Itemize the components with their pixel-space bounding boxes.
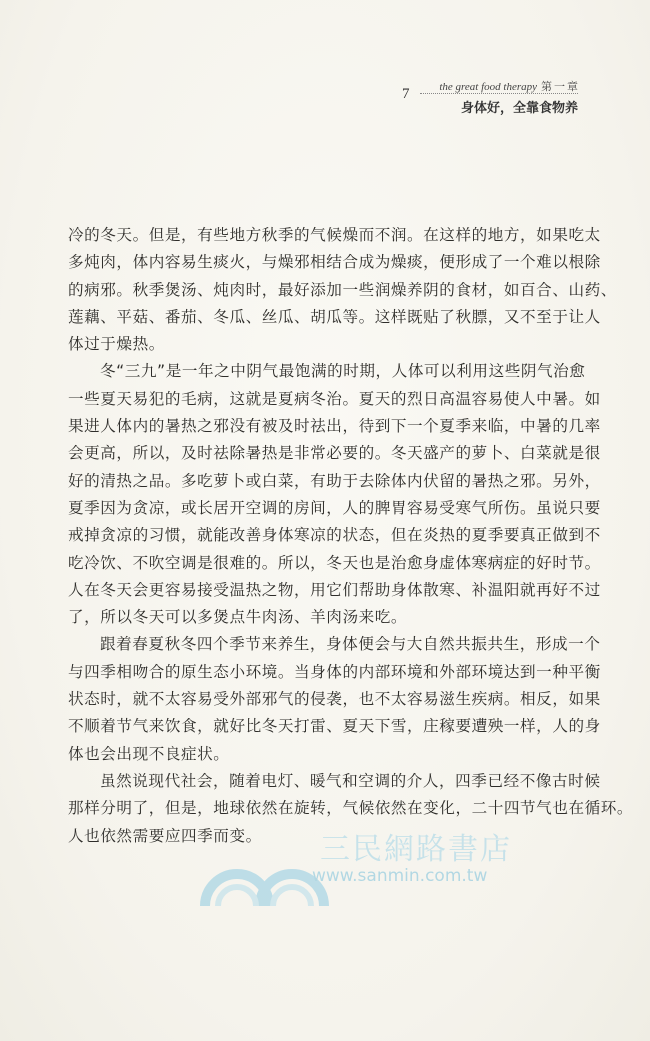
text-line: 夏季因为贪凉，或长居开空调的房间，人的脾胃容易受寒气所伤。虽说只要 — [68, 498, 601, 517]
page-number: 7 — [402, 86, 410, 102]
paragraph-start-line: 跟着春夏秋冬四个季节来养生，身体便会与大自然共振共生，形成一个 — [100, 635, 601, 654]
watermark-name: 三民網路書店 — [320, 832, 512, 867]
paragraph-start-line: 冬“三九”是一年之中阴气最饱满的时期，人体可以利用这些阴气治愈 — [100, 362, 586, 381]
text-line: 一些夏天易犯的毛病，这就是夏病冬治。夏天的烈日高温容易使人中暑。如 — [68, 389, 601, 408]
text-line: 状态时，就不太容易受外部邪气的侵袭，也不太容易滋生疾病。相反，如果 — [68, 690, 601, 709]
text-line: 不顺着节气来饮食，就好比冬天打雷、夏天下雪，庄稼要遭殃一样，人的身 — [68, 717, 601, 736]
text-line: 吃冷饮、不吹空调是很难的。所以，冬天也是治愈身虚体寒病症的好时节。 — [68, 553, 601, 572]
text-line: 好的清热之品。多吃萝卜或白菜，有助于去除体内伏留的暑热之邪。另外， — [68, 471, 601, 490]
series-title-en: the great food therapy — [439, 81, 537, 93]
series-line — [439, 78, 580, 94]
watermark-url: www.sanmin.com.tw — [312, 866, 488, 886]
text-line: 戒掉贪凉的习惯，就能改善身体寒凉的状态，但在炎热的夏季要真正做到不 — [68, 526, 601, 545]
body-text — [68, 222, 634, 850]
text-line: 莲藕、平菇、番茄、冬瓜、丝瓜、胡瓜等。这样既贴了秋膘，又不至于让人 — [68, 307, 601, 326]
chapter-title: 身体好，全靠食物养 — [460, 101, 578, 116]
text-line: 果进人体内的暑热之邪没有被及时祛出，待到下一个夏季来临，中暑的几率 — [68, 417, 601, 436]
text-line: 那样分明了，但是，地球依然在旋转，气候依然在变化，二十四节气也在循环。 — [68, 799, 634, 818]
text-line: 冷的冬天。但是，有些地方秋季的气候燥而不润。在这样的地方，如果吃太 — [68, 226, 601, 244]
text-line: 人在冬天会更容易接受温热之物，用它们帮助身体散寒、补温阳就再好不过 — [68, 580, 601, 599]
text-line: 多炖肉，体内容易生痰火，与燥邪相结合成为燥痰，便形成了一个难以根除 — [68, 253, 601, 272]
text-line: 人也依然需要应四季而变。 — [68, 826, 262, 845]
text-line: 体过于燥热。 — [68, 335, 165, 354]
text-line: 了，所以冬天可以多煲点牛肉汤、羊肉汤来吃。 — [68, 608, 408, 627]
chapter-label: 第一章 — [541, 80, 580, 93]
dotted-divider — [420, 93, 578, 94]
bleed-through-text — [62, 908, 622, 978]
text-line: 的病邪。秋季煲汤、炖肉时，最好添加一些润燥养阴的食材，如百合、山药、 — [68, 280, 617, 299]
running-header — [400, 78, 580, 118]
paragraph-start-line: 虽然说现代社会，随着电灯、暖气和空调的介人，四季已经不像古时候 — [100, 771, 601, 790]
text-line: 体也会出现不良症状。 — [68, 744, 230, 763]
text-line: 与四季相吻合的原生态小环境。当身体的内部环境和外部环境达到一种平衡 — [68, 662, 601, 681]
text-line: 会更高，所以，及时祛除暑热是非常必要的。冬天盛产的萝卜、白菜就是很 — [68, 444, 601, 463]
